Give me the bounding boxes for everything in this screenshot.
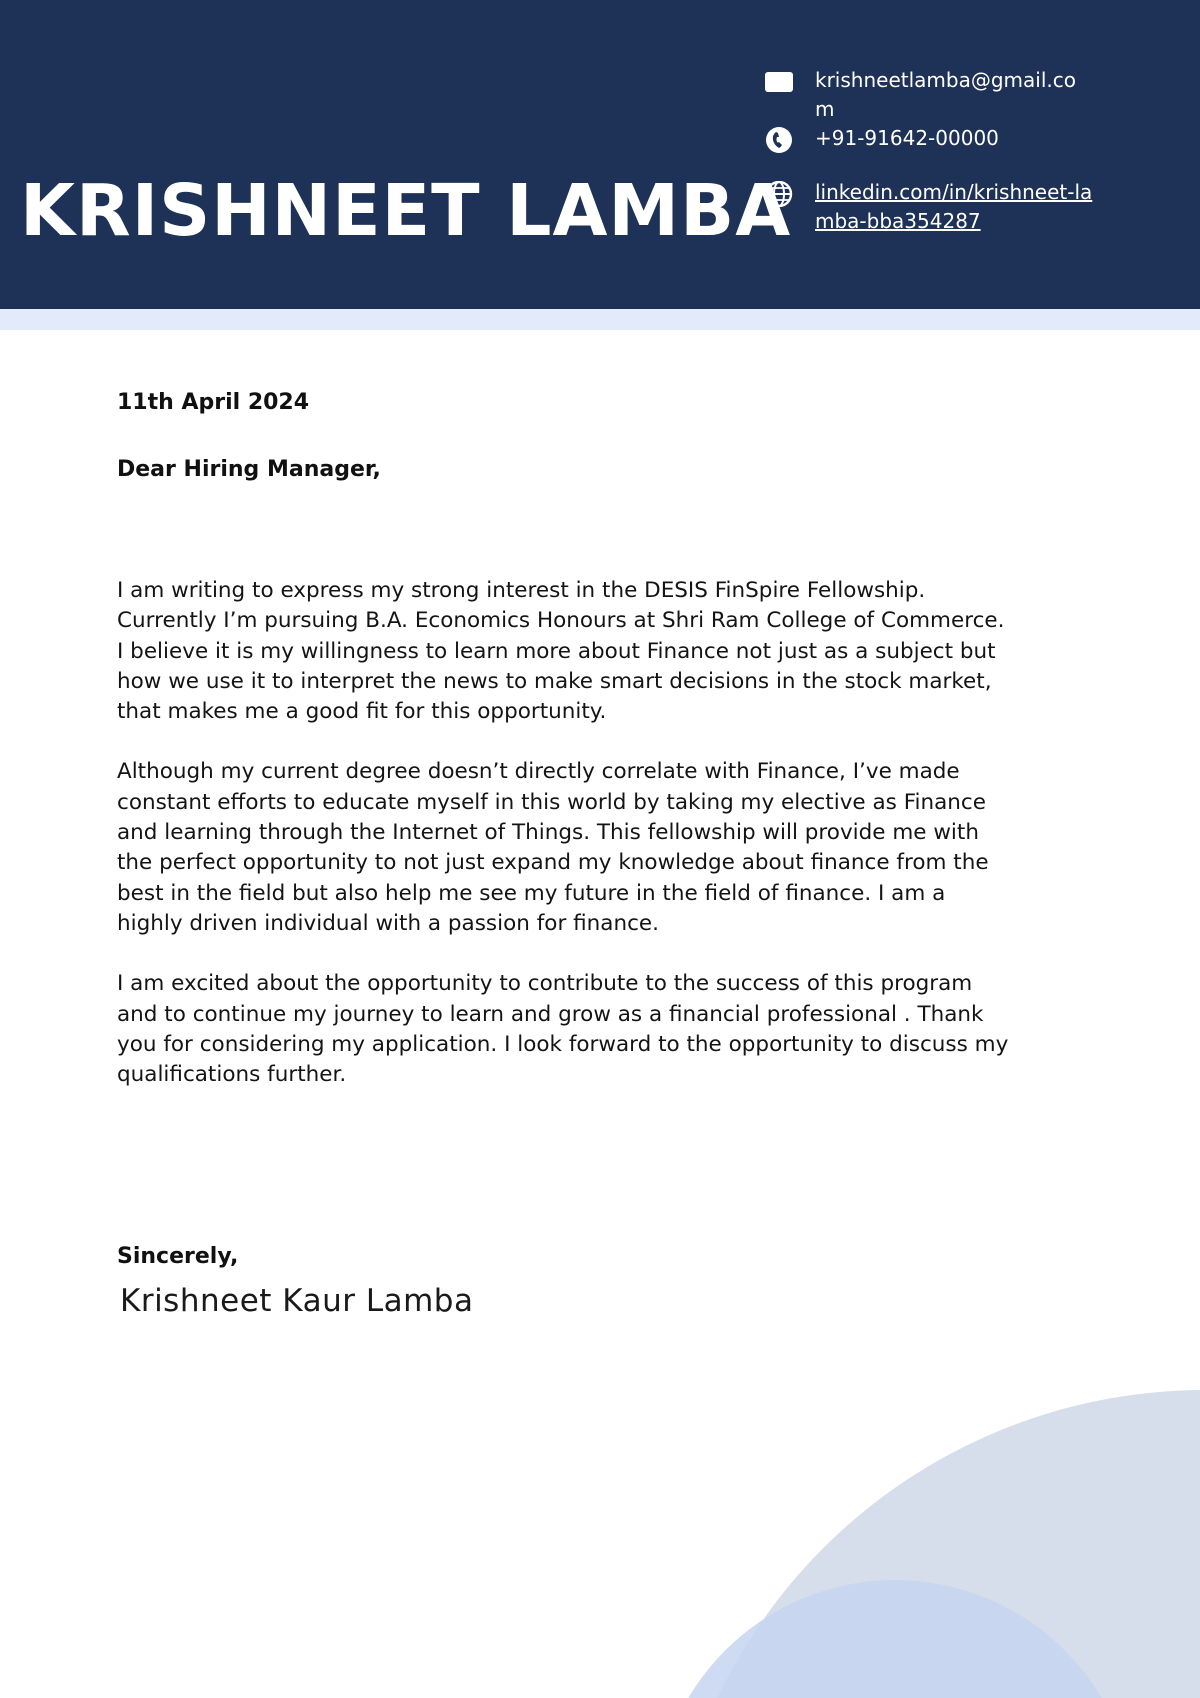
decor-circle-small <box>655 1580 1135 1698</box>
contact-linkedin <box>763 178 1093 236</box>
salutation: Dear Hiring Manager, <box>117 457 381 482</box>
contact-phone <box>763 124 1093 153</box>
letter-body <box>117 576 1017 1120</box>
envelope-icon <box>763 69 795 95</box>
contact-block <box>763 66 1093 236</box>
header-stripe <box>0 309 1200 330</box>
globe-icon <box>763 181 795 207</box>
linkedin-link[interactable]: linkedin.com/in/krishneet-lamba-bba354287 <box>815 180 1093 233</box>
decor-circle-large <box>665 1390 1200 1698</box>
phone-icon <box>763 127 795 153</box>
body-paragraph-2: Although my current degree doesn’t directly correlate with Finance, I’ve made constant efforts to educate myself in this world by taking my elective as Finance and learning through the Internet of Things. This fellowship will provide me with the perfect opportunity to not just expand my knowledge about finance from the best in the field but also help me see my future in the field of finance. I am a highly driven individual with a passion for finance. <box>117 759 989 936</box>
email-text[interactable]: krishneetlamba@gmail.com <box>815 68 1076 121</box>
signature: Krishneet Kaur Lamba <box>120 1283 474 1319</box>
closing: Sincerely, <box>117 1244 239 1269</box>
contact-email <box>763 66 1093 124</box>
body-paragraph-3: I am excited about the opportunity to contribute to the success of this program and to continue my journey to learn and grow as a financial professional . Thank you for considering my application. I look forward to the opportunity to discuss my qualifications further. <box>117 971 1009 1088</box>
applicant-name: KRISHNEET LAMBA <box>20 169 792 252</box>
phone-text[interactable]: +91-91642-00000 <box>815 126 999 150</box>
letter-date: 11th April 2024 <box>117 390 310 415</box>
body-paragraph-1: I am writing to express my strong interest in the DESIS FinSpire Fellowship. Currently I’m pursuing B.A. Economics Honours at Shri Ram College of Commerce. I believe it is my willingness to learn more about Finance not just as a subject but how we use it to interpret the news to make smart decisions in the stock market, that makes me a good fit for this opportunity. <box>117 578 1005 725</box>
